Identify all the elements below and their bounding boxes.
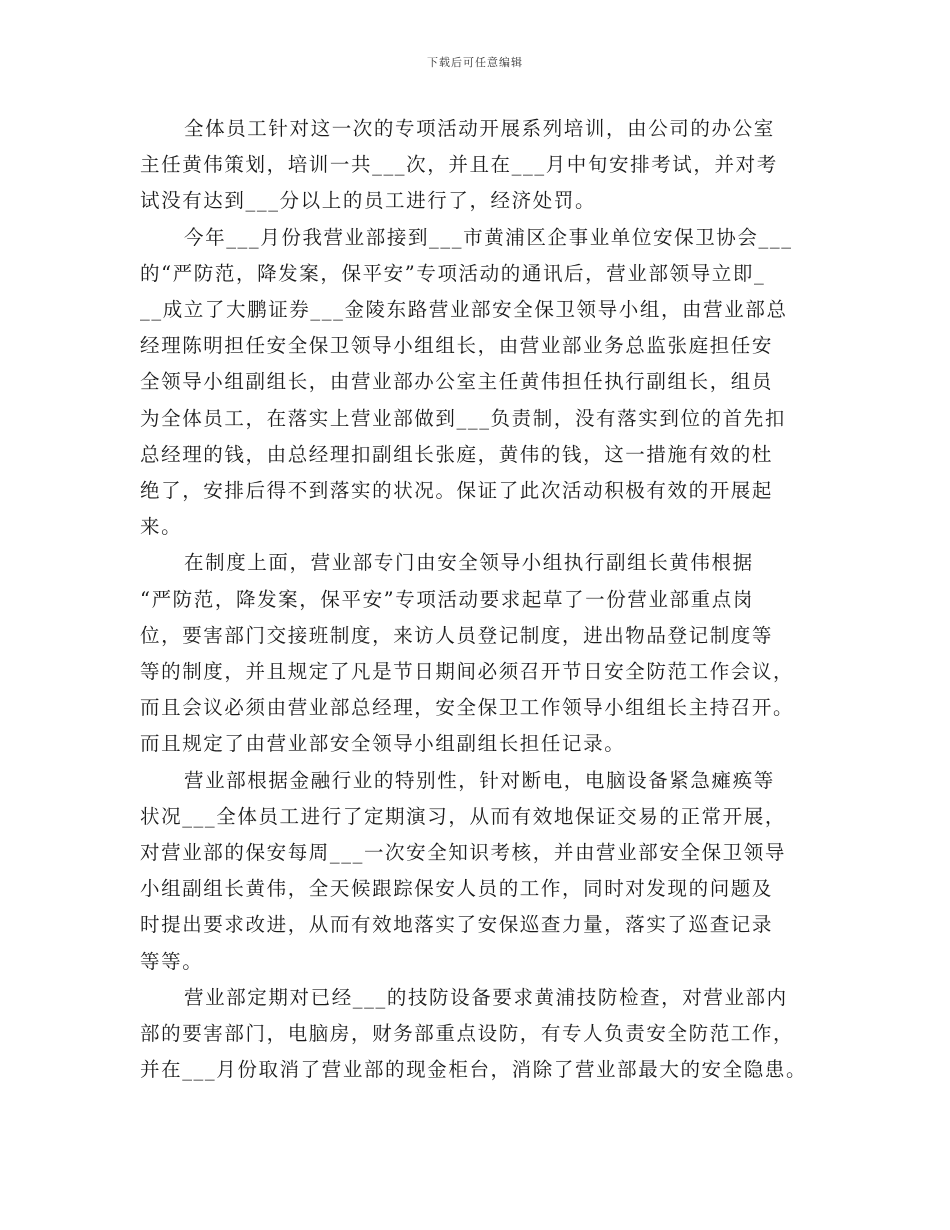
document-body <box>140 111 812 1088</box>
text-line: 经理陈明担任安全保卫领导小组组长，由营业部业务总监张庭担任安 <box>140 334 774 358</box>
text-line: 而且会议必须由营业部总经理，安全保卫工作领导小组组长主持召开。 <box>140 696 795 720</box>
text-line: 总经理的钱，由总经理扣副组长张庭，黄伟的钱，这一措施有效的杜 <box>140 442 774 466</box>
text-line: 位，要害部门交接班制度，来访人员登记制度，进出物品登记制度等 <box>140 623 774 647</box>
text-line: 来。 <box>140 515 183 539</box>
text-line: 而且规定了由营业部安全领导小组副组长担任记录。 <box>140 732 626 756</box>
paragraph <box>140 220 812 546</box>
text-line: 试没有达到___分以上的员工进行了，经济处罚。 <box>140 189 597 213</box>
page-header: 下载后可任意编辑 <box>427 56 523 69</box>
text-line: 状况___全体员工进行了定期演习，从而有效地保证交易的正常开展， <box>140 804 786 828</box>
text-line: 今年___月份我营业部接到___市黄浦区企事业单位安保卫协会___ <box>184 225 793 249</box>
paragraph <box>140 763 812 980</box>
text-line: 营业部定期对已经___的技防设备要求黄浦技防检查，对营业部内 <box>184 985 788 1009</box>
text-line: 在制度上面，营业部专门由安全领导小组执行副组长黄伟根据 <box>184 551 754 575</box>
text-line: 等的制度，并且规定了凡是节日期间必须召开节日安全防范工作会议， <box>140 660 795 684</box>
text-line: 绝了，安排后得不到落实的状况。保证了此次活动积极有效的开展起 <box>140 479 774 503</box>
text-line: 并在___月份取消了营业部的现金柜台，消除了营业部最大的安全隐患。 <box>140 1058 808 1082</box>
text-line: 的“严防范，降发案，保平安”专项活动的通讯后，营业部领导立即_ <box>140 261 766 285</box>
text-line: 等等。 <box>140 949 204 973</box>
text-line: 对营业部的保安每周___一次安全知识考核，并由营业部安全保卫领导 <box>140 841 786 865</box>
paragraph <box>140 545 812 762</box>
paragraph <box>140 980 812 1089</box>
text-line: 时提出要求改进，从而有效地落实了安保巡查力量，落实了巡查记录 <box>140 913 774 937</box>
text-line: “严防范，降发案，保平安”专项活动要求起草了一份营业部重点岗 <box>140 587 754 611</box>
text-line: 为全体员工，在落实上营业部做到___负责制，没有落实到位的首先扣 <box>140 406 786 430</box>
text-line: 营业部根据金融行业的特别性，针对断电，电脑设备紧急瘫痪等 <box>184 768 775 792</box>
paragraph <box>140 111 812 220</box>
text-line: 全体员工针对这一次的专项活动开展系列培训，由公司的办公室 <box>184 117 775 140</box>
text-line: 小组副组长黄伟，全天候跟踪保安人员的工作，同时对发现的问题及 <box>140 877 774 901</box>
text-line: __成立了大鹏证券___金陵东路营业部安全保卫领导小组，由营业部总 <box>140 298 788 322</box>
text-line: 全领导小组副组长，由营业部办公室主任黄伟担任执行副组长，组员 <box>140 370 774 394</box>
text-line: 主任黄伟策划，培训一共___次，并且在___月中旬安排考试，并对考 <box>140 153 778 177</box>
text-line: 部的要害部门，电脑房，财务部重点设防，有专人负责安全防范工作， <box>140 1022 795 1046</box>
